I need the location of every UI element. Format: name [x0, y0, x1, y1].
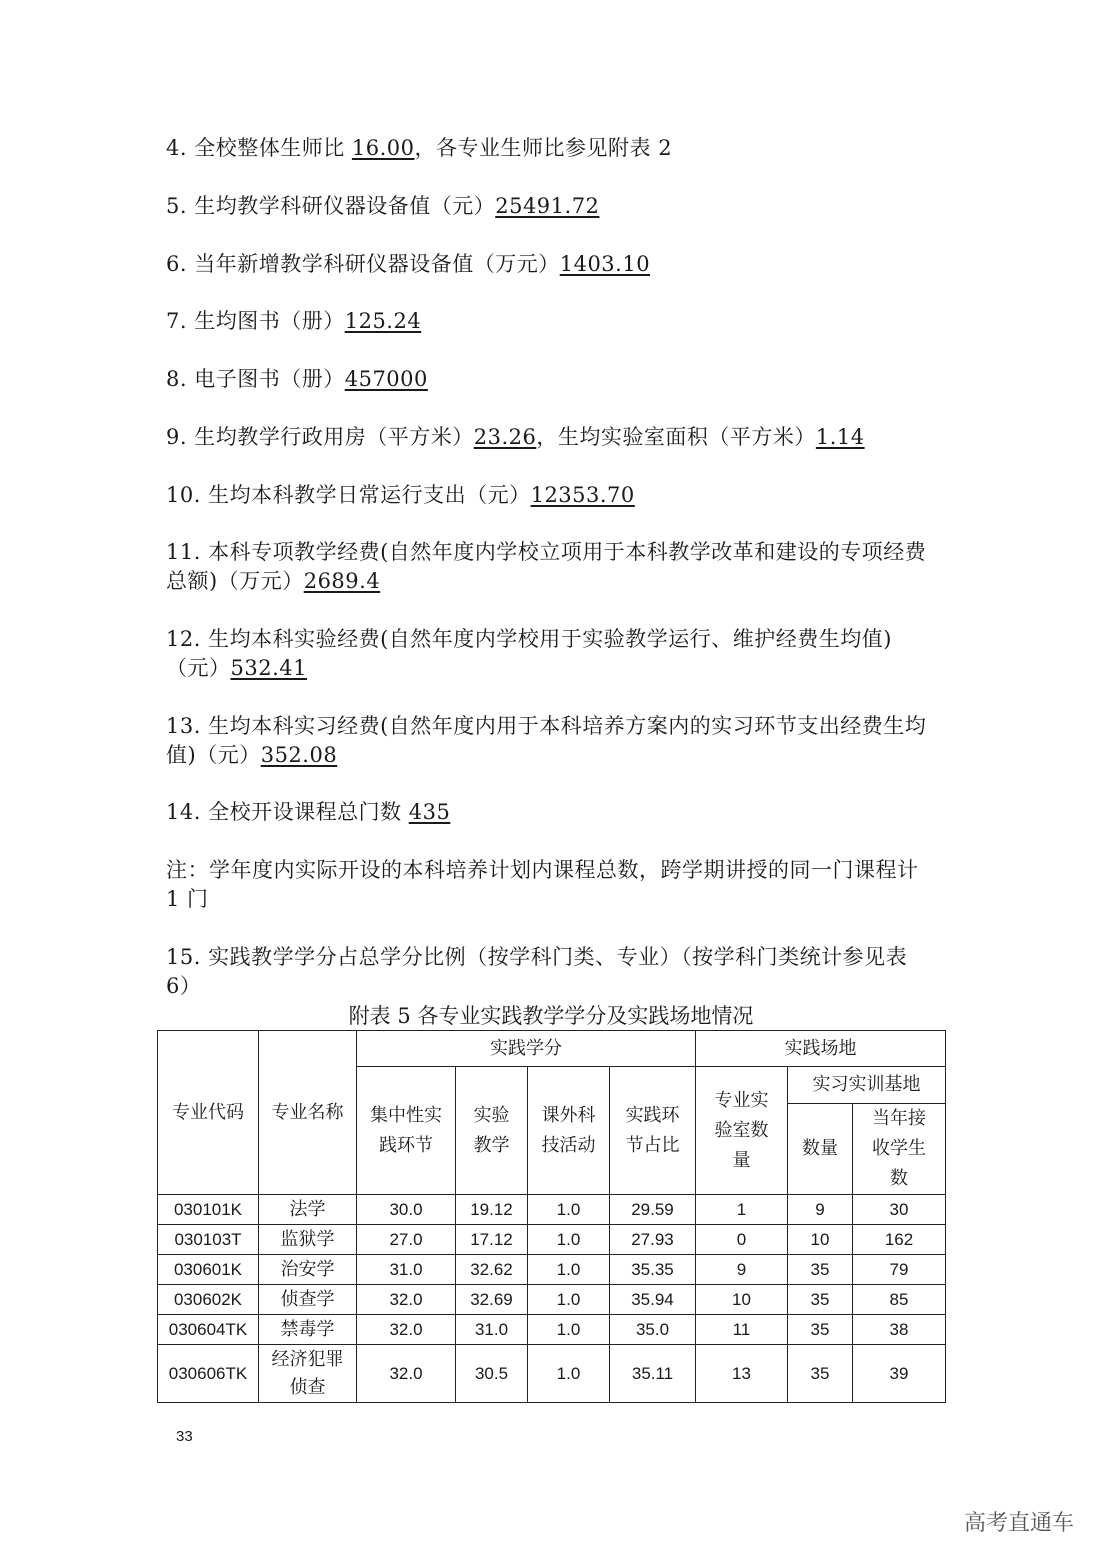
cell-experiment: 30.5 — [456, 1345, 528, 1403]
paragraph-text: 11. 本科专项教学经费(自然年度内学校立项用于本科教学改革和建设的专项经费总额)（万元） — [166, 540, 927, 593]
cell-experiment: 19.12 — [456, 1195, 528, 1225]
paragraph-item — [166, 625, 938, 683]
page-number: 33 — [176, 1428, 193, 1445]
metric-value: 1.14 — [815, 425, 865, 449]
cell-ratio: 35.94 — [610, 1285, 696, 1315]
header-experiment: 实验教学 — [456, 1067, 528, 1195]
header-bases: 实习实训基地 — [788, 1067, 946, 1104]
cell-extracurricular: 1.0 — [528, 1225, 610, 1255]
paragraph-text: 9. 生均教学行政用房（平方米） — [166, 425, 474, 449]
cell-experiment: 32.69 — [456, 1285, 528, 1315]
table-row — [158, 1195, 946, 1225]
header-ratio: 实践环节占比 — [610, 1067, 696, 1195]
paragraph-item — [166, 481, 938, 510]
header-labs: 专业实验室数量 — [696, 1067, 788, 1195]
cell-extracurricular: 1.0 — [528, 1195, 610, 1225]
cell-name: 禁毒学 — [259, 1315, 357, 1345]
paragraph-item — [166, 365, 938, 394]
cell-labs: 11 — [696, 1315, 788, 1345]
paragraph-text: 10. 生均本科教学日常运行支出（元） — [166, 483, 531, 507]
cell-code: 030101K — [158, 1195, 259, 1225]
table-row — [158, 1315, 946, 1345]
cell-name: 监狱学 — [259, 1225, 357, 1255]
metric-value: 16.00 — [351, 136, 415, 160]
table-row — [158, 1225, 946, 1255]
cell-name: 法学 — [259, 1195, 357, 1225]
paragraph-text: 13. 生均本科实习经费(自然年度内用于本科培养方案内的实习环节支出经费生均值)（元） — [166, 714, 927, 767]
cell-experiment: 32.62 — [456, 1255, 528, 1285]
cell-ratio: 35.0 — [610, 1315, 696, 1345]
metric-value: 2689.4 — [303, 569, 381, 593]
cell-code: 030606TK — [158, 1345, 259, 1403]
table-row — [158, 1345, 946, 1403]
header-name: 专业名称 — [259, 1031, 357, 1195]
watermark: 高考直通车 — [963, 1511, 1074, 1536]
paragraph-text: 4. 全校整体生师比 — [166, 136, 352, 160]
metric-value: 1403.10 — [559, 252, 651, 276]
cell-labs: 13 — [696, 1345, 788, 1403]
paragraph-item — [166, 943, 938, 1001]
paragraph-text: ，生均实验室面积（平方米） — [536, 425, 816, 449]
cell-students: 39 — [853, 1345, 946, 1403]
cell-ratio: 35.11 — [610, 1345, 696, 1403]
header-extracurricular: 课外科技活动 — [528, 1067, 610, 1195]
paragraph-item — [166, 856, 938, 914]
cell-students: 30 — [853, 1195, 946, 1225]
cell-concentrated: 32.0 — [357, 1345, 456, 1403]
paragraph-text: 注：学年度内实际开设的本科培养计划内课程总数，跨学期讲授的同一门课程计 1 门 — [166, 858, 919, 911]
cell-extracurricular: 1.0 — [528, 1255, 610, 1285]
cell-name: 侦查学 — [259, 1285, 357, 1315]
paragraph-item — [166, 250, 938, 279]
cell-labs: 0 — [696, 1225, 788, 1255]
paragraph-text: 15. 实践教学学分占总学分比例（按学科门类、专业）（按学科门类统计参见表 6） — [166, 945, 908, 998]
cell-concentrated: 30.0 — [357, 1195, 456, 1225]
cell-ratio: 35.35 — [610, 1255, 696, 1285]
cell-base-count: 10 — [788, 1225, 853, 1255]
cell-base-count: 35 — [788, 1255, 853, 1285]
cell-extracurricular: 1.0 — [528, 1315, 610, 1345]
cell-base-count: 9 — [788, 1195, 853, 1225]
paragraph-item — [166, 712, 938, 770]
table-row — [158, 1285, 946, 1315]
header-concentrated: 集中性实践环节 — [357, 1067, 456, 1195]
table-caption: 附表 5 各专业实践教学学分及实践场地情况 — [348, 1004, 754, 1028]
metric-value: 457000 — [344, 367, 428, 391]
cell-concentrated: 32.0 — [357, 1315, 456, 1345]
header-practice-sites: 实践场地 — [696, 1031, 946, 1067]
paragraph-text: 5. 生均教学科研仪器设备值（元） — [166, 194, 496, 218]
header-base-count: 数量 — [788, 1104, 853, 1195]
cell-extracurricular: 1.0 — [528, 1285, 610, 1315]
cell-concentrated: 27.0 — [357, 1225, 456, 1255]
cell-students: 162 — [853, 1225, 946, 1255]
cell-labs: 9 — [696, 1255, 788, 1285]
cell-experiment: 31.0 — [456, 1315, 528, 1345]
cell-labs: 10 — [696, 1285, 788, 1315]
cell-name: 经济犯罪侦查 — [259, 1345, 357, 1403]
metric-value: 23.26 — [473, 425, 537, 449]
cell-students: 38 — [853, 1315, 946, 1345]
paragraph-item — [166, 798, 938, 827]
paragraph-text: ，各专业生师比参见附表 2 — [414, 136, 673, 160]
cell-students: 85 — [853, 1285, 946, 1315]
cell-code: 030103T — [158, 1225, 259, 1255]
practice-credits-table — [157, 1030, 946, 1403]
cell-code: 030601K — [158, 1255, 259, 1285]
header-students: 当年接收学生数 — [853, 1104, 946, 1195]
cell-students: 79 — [853, 1255, 946, 1285]
cell-ratio: 29.59 — [610, 1195, 696, 1225]
paragraph-text: 7. 生均图书（册） — [166, 309, 345, 333]
metric-value: 125.24 — [344, 309, 422, 333]
paragraph-item — [166, 134, 938, 163]
metric-value: 532.41 — [230, 656, 307, 680]
metric-value: 352.08 — [260, 743, 338, 767]
cell-concentrated: 31.0 — [357, 1255, 456, 1285]
paragraph-item — [166, 192, 938, 221]
metric-value: 25491.72 — [495, 194, 600, 218]
cell-extracurricular: 1.0 — [528, 1345, 610, 1403]
cell-base-count: 35 — [788, 1315, 853, 1345]
cell-concentrated: 32.0 — [357, 1285, 456, 1315]
paragraph-item — [166, 538, 938, 596]
paragraph-text: 14. 全校开设课程总门数 — [166, 800, 409, 824]
paragraph-item — [166, 423, 938, 452]
cell-name: 治安学 — [259, 1255, 357, 1285]
header-practice-credits: 实践学分 — [357, 1031, 696, 1067]
header-code: 专业代码 — [158, 1031, 259, 1195]
cell-labs: 1 — [696, 1195, 788, 1225]
metric-value: 435 — [408, 800, 451, 824]
metric-value: 12353.70 — [530, 483, 635, 507]
paragraph-item — [166, 307, 938, 336]
paragraph-text: 8. 电子图书（册） — [166, 367, 345, 391]
paragraph-text: 12. 生均本科实验经费(自然年度内学校用于实验教学运行、维护经费生均值)（元） — [166, 627, 892, 680]
paragraph-text: 6. 当年新增教学科研仪器设备值（万元） — [166, 252, 560, 276]
cell-code: 030602K — [158, 1285, 259, 1315]
cell-base-count: 35 — [788, 1345, 853, 1403]
cell-experiment: 17.12 — [456, 1225, 528, 1255]
cell-code: 030604TK — [158, 1315, 259, 1345]
cell-ratio: 27.93 — [610, 1225, 696, 1255]
cell-base-count: 35 — [788, 1285, 853, 1315]
table-row — [158, 1255, 946, 1285]
